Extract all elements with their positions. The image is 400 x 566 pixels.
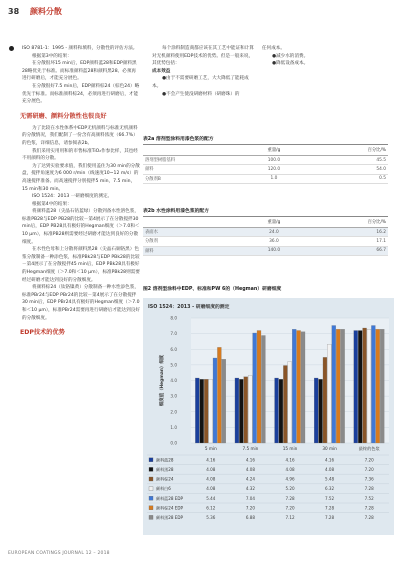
- data-value: 7.52: [364, 495, 374, 501]
- data-value: 5.48: [325, 476, 335, 482]
- x-tick-label: 15 min: [282, 446, 298, 451]
- data-value: 4.16: [285, 457, 295, 463]
- bar: [239, 379, 243, 443]
- left-para: 在水性色母和上分散将颜料黑28（尖晶石铜铬黑）色浆分散制备一种添色浆，标准PBk28与EDP PBk28的比较－第4展示了在分散搅拌45 min后，EDP PBk28具有极好的Hegman细度（＞7.0和＜10 μm），标准PBk28则需要经过研磨才能达到良好的分散细度。: [22, 247, 140, 283]
- legend-label: 颜料黑28 EDP: [156, 515, 183, 520]
- x-tick-label: 7.5 min: [242, 446, 259, 451]
- data-value: 7.20: [285, 505, 295, 511]
- legend-label: 颜料黑28: [156, 467, 174, 472]
- left-para: 根据第4中的结果：: [32, 201, 72, 207]
- x-tick-label: 5 min: [204, 446, 217, 451]
- bar: [261, 336, 265, 444]
- page-header: [8, 6, 62, 17]
- section-heading: 无需研磨、颜料分散性也很良好: [20, 112, 107, 120]
- left-para: ISO 1524：2013 一研磨细度的测定。: [32, 194, 113, 200]
- data-value: 5.20: [285, 486, 295, 492]
- bar: [380, 329, 384, 443]
- bar: [283, 366, 287, 444]
- bar: [354, 331, 358, 444]
- y-tick-label: 8.0: [170, 315, 177, 321]
- right-para: 任何成本。: [262, 46, 285, 51]
- table-title: 表2a 溶剂型涂料用漆色浆的配方: [143, 135, 388, 145]
- y-tick-label: 6.0: [170, 346, 177, 352]
- section-heading: EDP技术的优势: [20, 329, 65, 337]
- legend-label: 颜料棕24 EDP: [156, 505, 183, 511]
- table-row: 表面水 24.0 16.2: [143, 228, 388, 237]
- mid-subheading: 成本效益: [152, 68, 171, 74]
- data-value: 4.16: [325, 457, 335, 463]
- bar: [301, 332, 305, 443]
- table-row: 颜料 140.0 66.7: [143, 247, 388, 256]
- data-value: 4.96: [285, 476, 295, 482]
- data-value: 7.28: [364, 505, 374, 511]
- table-2a: [143, 135, 388, 184]
- middle-column: [152, 45, 256, 98]
- legend-label: 颜料白6: [156, 486, 171, 492]
- table-title: 表2b 水性涂料用漆色浆的配方: [143, 207, 388, 217]
- legend-label: 颜料蓝28 EDP: [156, 495, 183, 501]
- table-row: 溶剂型树脂基料 100.0 45.5: [143, 156, 388, 165]
- legend-swatch: [149, 487, 153, 491]
- data-value: 4.32: [245, 486, 255, 492]
- data-value: 5.36: [206, 515, 216, 520]
- bar: [235, 378, 239, 443]
- x-tick-label: 30 min: [322, 446, 337, 451]
- figure-caption: 图2 溶剂型涂料中EDP、标准和PW 6的（Hegman）研磨细度: [143, 287, 282, 292]
- col-qty: 重量/g: [267, 148, 281, 153]
- data-value: 6.32: [325, 486, 335, 492]
- data-value: 4.08: [325, 467, 335, 472]
- data-value: 7.28: [325, 515, 335, 520]
- bar: [376, 329, 380, 443]
- y-tick-label: 4.0: [170, 378, 177, 383]
- legend-label: 颜料棕24: [156, 476, 174, 482]
- legend-swatch: [149, 477, 153, 481]
- mid-para: ●由于不需要研磨工艺，大大降低了能耗成本。: [152, 76, 249, 89]
- left-para: 根据第3中的结果：: [32, 53, 72, 59]
- data-value: 7.28: [325, 505, 335, 511]
- bar: [222, 359, 226, 443]
- data-value: 7.28: [364, 515, 374, 520]
- chart-title: ISO 1524：2013 - 研磨细度的测定: [148, 305, 230, 310]
- bar: [332, 326, 336, 444]
- left-para: 将颜料蓝28（尖晶石钴蓝绿）分散到备水性溶色浆，标准PB28与EDP PB28的比较－第4展示了在分散搅拌30 min后，EDP PB28具有极好的Hegman细度（＞7.0和＜10 μm），标准PB28则需要经过研磨才能达到良好的分散细度。: [22, 209, 140, 245]
- data-value: 4.08: [206, 476, 216, 482]
- bar: [244, 377, 248, 443]
- bar: [297, 331, 301, 444]
- left-para: 在分散很坏15 min后，EDP颜料蓝28和EDP颜料黑28略优先于标准。而标准颜料蓝28和颜料黑28、必须再进行研磨后，才能充分展色。: [22, 61, 137, 82]
- bar: [292, 329, 296, 443]
- bar: [217, 347, 221, 443]
- bar: [327, 344, 331, 443]
- bar: [204, 379, 208, 443]
- page-footer: EUROPEAN COATINGS JOURNAL 12 – 2018: [8, 551, 110, 556]
- col-pct: 百分比/%: [367, 148, 386, 153]
- x-tick-label: 最终的色浆: [358, 446, 380, 451]
- data-value: 7.20: [364, 457, 374, 463]
- bar: [257, 331, 261, 444]
- left-para: 为了达到实验要求值，我们使用盖住为30 min的分散盘，搅拌角速度为6 000 r/min（线速度10~12 m/s）的高速搅拌准备。而高速搅拌分别搅拌5 min，7.5 min，15 min和30 min。: [22, 163, 140, 192]
- data-value: 4.16: [206, 457, 216, 463]
- data-value: 7.20: [364, 467, 374, 472]
- y-tick-label: 2.0: [170, 409, 177, 415]
- y-tick-label: 1.0: [170, 424, 177, 430]
- bar: [209, 379, 213, 443]
- section-title: 颜料分散: [29, 7, 62, 16]
- y-tick-label: 3.0: [170, 393, 177, 399]
- right-para: ●降低设备成本。: [272, 61, 309, 67]
- bar: [279, 379, 283, 443]
- data-value: 7.36: [364, 476, 374, 482]
- y-tick-label: 7.0: [170, 331, 177, 337]
- left-para: 在分散很好7.5 min后，EDP颜料棕24（棕色24）略优先于标准。而标准颜料棕24，必须再进行研磨后，才能充分展色。: [22, 83, 140, 105]
- data-value: 4.16: [245, 457, 255, 463]
- bar: [371, 326, 375, 444]
- left-para: ISO 8781-1：1995 - 颜料和填料，分散性的评估方法。: [22, 46, 138, 51]
- left-para: 将颜料棕24（钛铬镍黄）分散制备一种水性添色浆，标准PBr24与EDP PBr24的比较－第4展示了在分散搅拌30 min后，EDP PBr24具有极好的Hegman细度（＞7.0和＜10 μm），标准PBr24需要再进行研磨后才能达到良好的分散细度。: [22, 285, 140, 321]
- legend-swatch: [149, 458, 153, 462]
- right-para: ●减少水的消费。: [272, 53, 309, 59]
- legend-swatch: [149, 506, 153, 510]
- data-value: 5.44: [206, 495, 216, 501]
- legend-swatch: [149, 467, 153, 471]
- bar: [253, 333, 257, 443]
- bar: [363, 328, 367, 443]
- bar: [195, 378, 199, 443]
- bar: [288, 362, 292, 443]
- right-column: [262, 45, 366, 68]
- legend-label: 颜料蓝28: [156, 457, 174, 463]
- table-header: [143, 147, 388, 156]
- col-qty: 重量/g: [267, 220, 281, 225]
- left-column: [22, 45, 140, 341]
- mid-para: 每个涂料制造商都应该在其工艺中能证和计算对无机颜料使用EDP技术的优势。但是一般来说，其优势包括：: [152, 46, 254, 67]
- legend-swatch: [149, 496, 153, 500]
- bar: [319, 379, 323, 443]
- data-value: 7.28: [364, 486, 374, 492]
- mid-para: ●不会产生使没研磨材料（研磨珠）的: [162, 91, 240, 97]
- data-value: 6.88: [245, 515, 255, 520]
- chart-panel: [143, 298, 394, 535]
- bar: [200, 379, 204, 443]
- legend-swatch: [149, 515, 153, 519]
- data-value: 4.08: [285, 467, 295, 472]
- data-value: 7.28: [285, 495, 295, 501]
- table-row: 颜料 120.0 54.0: [143, 165, 388, 174]
- table-header: [143, 219, 388, 228]
- bar: [336, 329, 340, 443]
- bullet-dot-icon: [9, 46, 14, 51]
- data-value: 4.08: [206, 467, 216, 472]
- data-value: 4.08: [245, 467, 255, 472]
- data-value: 6.12: [206, 505, 216, 511]
- bar: [358, 331, 362, 444]
- y-tick-label: 0.0: [170, 440, 177, 446]
- bar: [314, 378, 318, 443]
- y-tick-label: 5.0: [170, 362, 177, 368]
- bar: [275, 378, 279, 443]
- bar: [341, 329, 345, 443]
- table-2b: [143, 207, 388, 256]
- bar-chart: [143, 298, 394, 535]
- page-number: 38: [8, 7, 20, 16]
- bar: [323, 357, 327, 443]
- data-value: 7.04: [245, 495, 255, 501]
- data-value: 7.12: [285, 515, 295, 520]
- bar: [248, 376, 252, 444]
- table-row: 分散剂B 1.0 0.5: [143, 175, 388, 184]
- left-para: 我们采用实用用和的市售标准TiO₂作参比样，其也经不用颜料的分散。: [22, 148, 138, 162]
- bar: [367, 329, 371, 443]
- table-row: 分散剂 36.0 17.1: [143, 237, 388, 246]
- left-para: 为了比较在水性体系中EDP无机颜料与标准无机颜料的分散情况，我们配制了一份含有高颜料浓度（66.7%）的色浆，详细信息，请参阅表2b。: [22, 125, 138, 146]
- col-pct: 百分比/%: [367, 220, 386, 225]
- bar: [213, 358, 217, 443]
- y-axis-label: 细度值（Hegman）细度: [160, 354, 165, 407]
- data-value: 7.20: [245, 505, 255, 511]
- data-value: 7.52: [325, 495, 335, 501]
- data-value: 4.24: [245, 476, 255, 482]
- data-value: 4.08: [206, 486, 216, 492]
